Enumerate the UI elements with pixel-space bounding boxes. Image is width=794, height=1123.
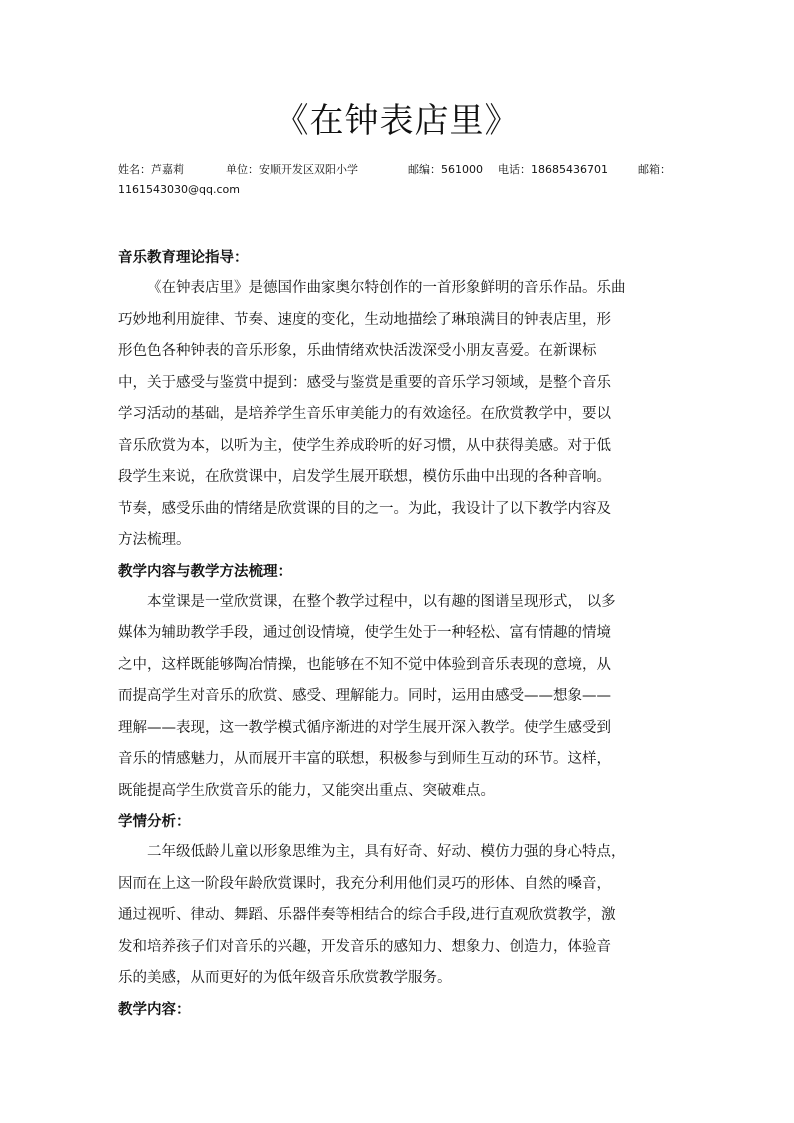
document-body: [118, 243, 678, 1025]
section-heading: 学情分析：: [118, 814, 191, 830]
document-title: 《在钟表店里》: [274, 101, 520, 141]
paragraph-line: 而提高学生对音乐的欣赏、感受、理解能力。同时，运用由感受——想象——: [118, 688, 611, 704]
author-name: 姓名：芦嘉莉: [118, 163, 184, 176]
paragraph-line: 二年级低龄儿童以形象思维为主，具有好奇、好动、模仿力强的身心特点，: [147, 844, 626, 860]
paragraph-line: 《在钟表店里》是德国作曲家奥尔特创作的一首形象鲜明的音乐作品。乐曲: [147, 280, 626, 296]
paragraph-line: 节奏，感受乐曲的情绪是欣赏课的目的之一。为此，我设计了以下教学内容及: [118, 500, 611, 517]
paragraph-line: 因而在上这一阶段年龄欣赏课时，我充分利用他们灵巧的形体、自然的嗓音，: [118, 875, 611, 892]
section-paragraph: [118, 587, 678, 808]
section-paragraph: [118, 837, 678, 995]
section-paragraph: [118, 273, 678, 557]
paragraph-line: 媒体为辅助教学手段，通过创设情境，使学生处于一种轻松、富有情趣的情境: [118, 625, 611, 641]
paragraph-line: 中，关于感受与鉴赏中提到：感受与鉴赏是重要的音乐学习领域，是整个音乐: [118, 374, 611, 391]
paragraph-line: 学习活动的基础，是培养学生音乐审美能力的有效途径。在欣赏教学中，要以: [118, 406, 611, 422]
paragraph-line: 理解——表现，这一教学模式循序渐进的对学生展开深入教学。使学生感受到: [118, 719, 611, 736]
paragraph-line: 形色色各种钟表的音乐形象，乐曲情绪欢快活泼深受小朋友喜爱。在新课标: [118, 343, 597, 359]
paragraph-line: 乐的美感，从而更好的为低年级音乐欣赏教学服务。: [118, 970, 452, 986]
paragraph-line: 音乐欣赏为本，以听为主，使学生养成聆听的好习惯，从中获得美感。对于低: [118, 437, 611, 454]
author-email: 1161543030@qq.com: [118, 183, 240, 196]
paragraph-line: 通过视听、律动、舞蹈、乐器伴奏等相结合的综合手段,进行直观欣赏教学，激: [118, 907, 616, 923]
paragraph-line: 本堂课是一堂欣赏课，在整个教学过程中，以有趣的图谱呈现形式， 以多: [147, 593, 616, 610]
section-heading: 教学内容：: [118, 1001, 191, 1018]
author-email-label: 邮箱：: [638, 163, 671, 176]
author-zip: 邮编：561000: [408, 163, 483, 176]
paragraph-line: 段学生来说，在欣赏课中，启发学生展开联想，模仿乐曲中出现的各种音响。: [118, 469, 611, 485]
paragraph-line: 方法梳理。: [118, 532, 191, 548]
author-phone: 电话：18685436701: [498, 163, 608, 176]
paragraph-line: 巧妙地利用旋律、节奏、速度的变化，生动地描绘了琳琅满目的钟表店里，形: [118, 311, 611, 328]
section-heading: 音乐教育理论指导：: [118, 250, 249, 266]
paragraph-line: 既能提高学生欣赏音乐的能力，又能突出重点、突破难点。: [118, 782, 495, 799]
paragraph-line: 之中，这样既能够陶冶情操，也能够在不知不觉中体验到音乐表现的意境，从: [118, 656, 611, 673]
section-heading: 教学内容与教学方法梳理：: [118, 563, 292, 580]
paragraph-line: 音乐的情感魅力，从而展开丰富的联想，积极参与到师生互动的环节。这样，: [118, 751, 611, 767]
author-unit: 单位：安顺开发区双阳小学: [226, 163, 358, 176]
paragraph-line: 发和培养孩子们对音乐的兴趣，开发音乐的感知力、想象力、创造力，体验音: [118, 938, 611, 955]
